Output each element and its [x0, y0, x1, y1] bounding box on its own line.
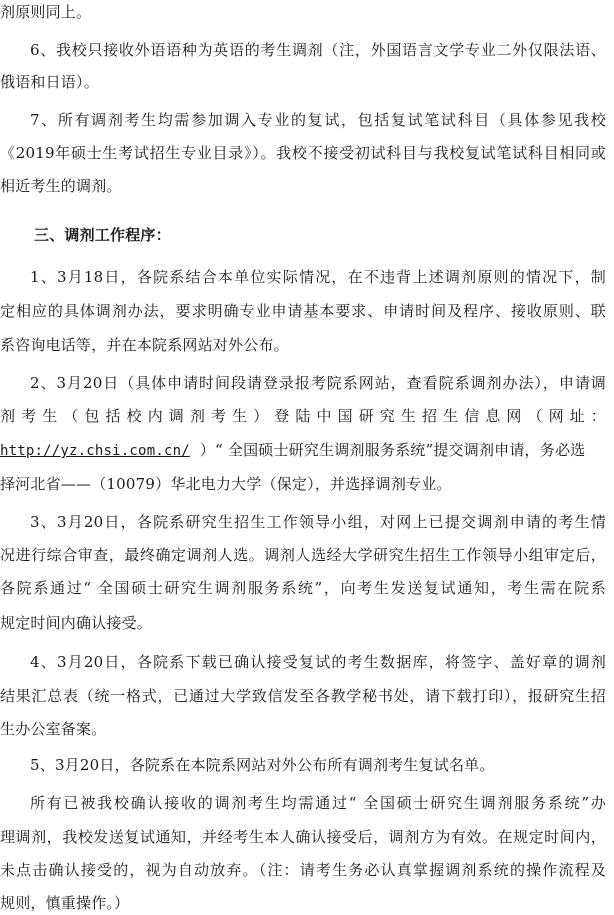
- step-2-line-4: 择河北省——（10079）华北电力大学（保定），并选择调剂专业。: [0, 475, 452, 493]
- step-2-line-3-text: ）“ 全国硕士研究生调剂服务系统”提交调剂申请，务必选: [199, 441, 586, 459]
- section-heading: 三、调剂工作程序：: [34, 226, 171, 244]
- step-1-line-3: 系咨询电话等，并在本院系网站对外公布。: [0, 336, 289, 354]
- step-2-line-2: 剂 考 生 （ 包 括 校 内 调 剂 考 生 ） 登 陆 中 国 研 究 生 招 生 信 息 网 （ 网 址 ：: [0, 407, 606, 425]
- chsi-link[interactable]: http://yz.chsi.com.cn/: [0, 443, 190, 459]
- step-3-line-1: 3、3月20日，各院系研究生招生工作领导小组，对网上已提交调剂申请的考生情: [30, 513, 606, 531]
- closing-line-3: 未点击确认接受的，视为自动放弃。（注：请考生务必认真掌握调剂系统的操作流程及: [0, 861, 606, 879]
- closing-line-4: 规则，慎重操作。）: [0, 894, 130, 912]
- step-2-line-1: 2、3月20日（具体申请时间段请登录报考院系网站，查看院系调剂办法），申请调: [30, 374, 606, 392]
- text-line: 剂原则同上。: [0, 3, 92, 21]
- step-3-line-2: 况进行综合审查，最终确定调剂人选。调剂人选经大学研究生招生工作领导小组审定后，: [0, 546, 606, 564]
- rule-7-line-3: 相近考生的调剂。: [0, 177, 122, 195]
- rule-7-line-2: 《2019年硕士生考试招生专业目录》）。我校不接受初试科目与我校复试笔试科目相同或: [0, 144, 606, 162]
- step-3-line-4: 规定时间内确认接受。: [0, 614, 153, 632]
- step-5-line-1: 5、3月20日，各院系在本院系网站对外公布所有调剂考生复试名单。: [30, 756, 495, 774]
- step-2-line-3: [0, 440, 606, 461]
- step-4-line-2: 结果汇总表（统一格式，已通过大学致信发至各教学秘书处，请下载打印），报研究生招: [0, 687, 606, 705]
- rule-6-line-1: 6、我校只接收外语语种为英语的考生调剂（注，外国语言文学专业二外仅限法语、: [30, 41, 606, 59]
- rule-6-line-2: 俄语和日语）。: [0, 73, 99, 91]
- step-4-line-3: 生办公室备案。: [0, 720, 107, 738]
- step-4-line-1: 4、3月20日，各院系下载已确认接受复试的考生数据库，将签字、盖好章的调剂: [30, 653, 606, 671]
- step-3-line-3: 各院系通过“ 全国硕士研究生调剂服务系统”，向考生发送复试通知，考生需在院系: [0, 579, 606, 597]
- step-1-line-1: 1、3月18日，各院系结合本单位实际情况，在不违背上述调剂原则的情况下，制: [30, 268, 606, 286]
- step-1-line-2: 定相应的具体调剂办法，要求明确专业申请基本要求、申请时间及程序、接收原则、联: [0, 302, 606, 320]
- rule-7-line-1: 7、所有调剂考生均需参加调入专业的复试，包括复试笔试科目（具体参见我校: [30, 111, 606, 129]
- closing-line-1: 所有已被我校确认接收的调剂考生均需通过“ 全国硕士研究生调剂服务系统”办: [30, 794, 606, 812]
- closing-line-2: 理调剂，我校发送复试通知，并经考生本人确认接受后，调剂方为有效。在规定时间内，: [0, 828, 606, 846]
